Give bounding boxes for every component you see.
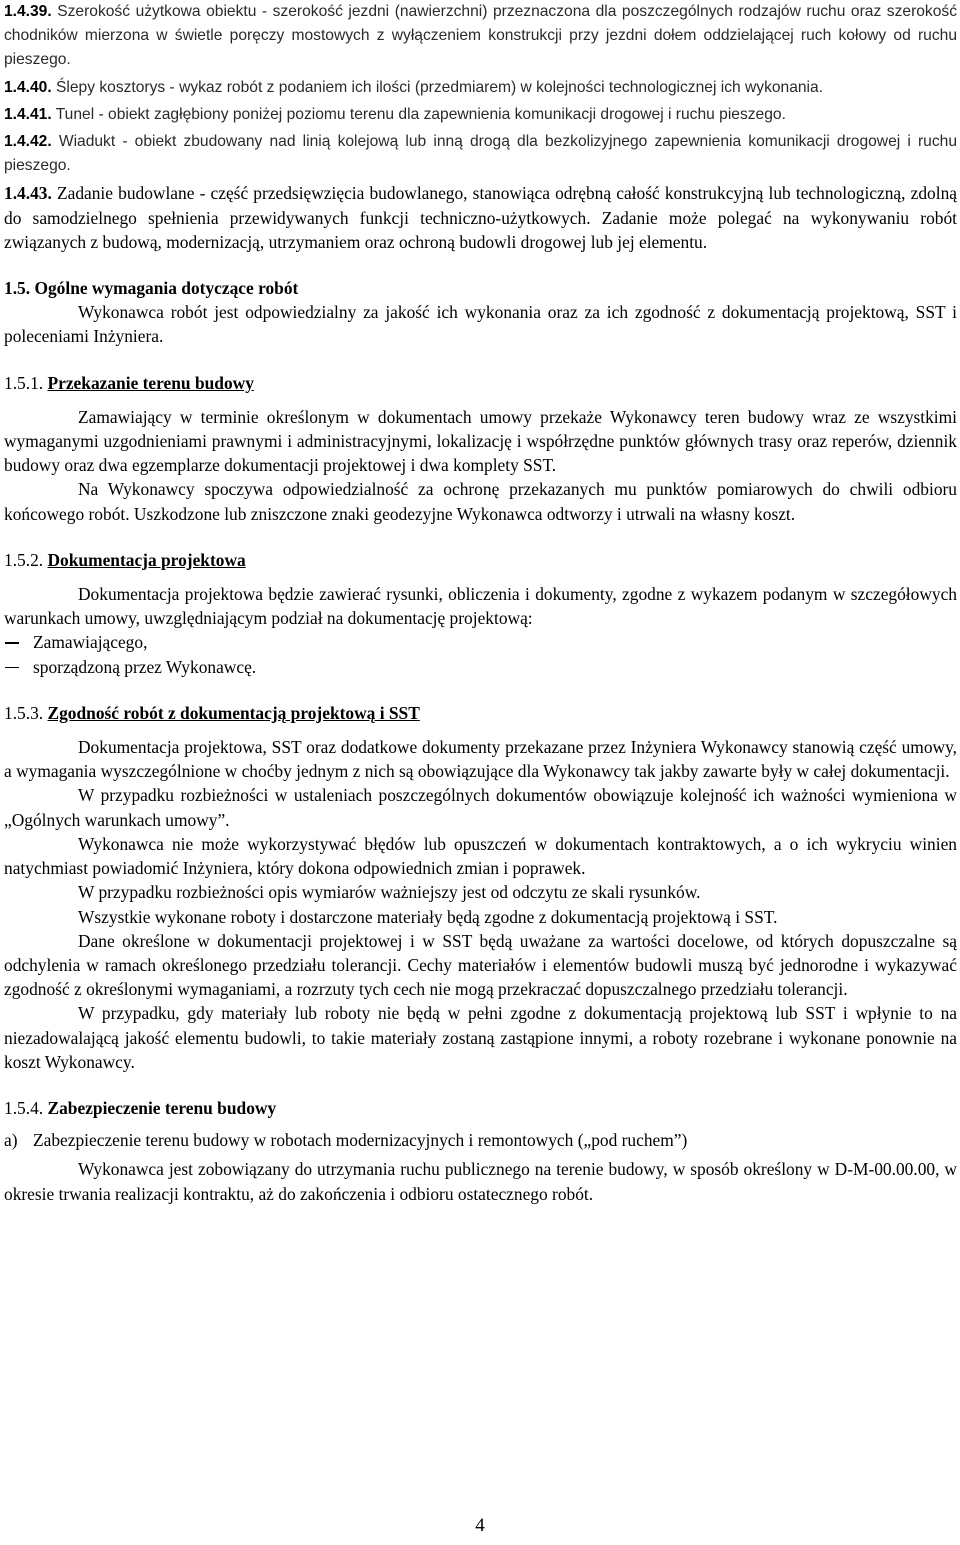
section-heading-1-5-2 xyxy=(4,548,957,572)
section-paragraph: Zamawiający w terminie określonym w dokumentach umowy przekaże Wykonawcy teren budowy wraz ze wszystkimi wymaganymi uzgodnieniami prawnymi i administracyjnymi, lokalizację i współrzędne punktów głównych trasy oraz reperów, dziennik budowy oraz dwa egzemplarze dokumentacji projektowej i dwa komplety SST. xyxy=(4,406,957,476)
definition-text: Szerokość użytkowa obiektu - szerokość jezdni (nawierzchni) przeznaczona dla poszczególnych rodzajów ruchu oraz szerokość chodników mierzona w świetle poręczy mostowych z wyłączeniem konstrukcji przy jezdni dołem oddzielającej ruch kołowy od ruchu pieszego. xyxy=(4,3,957,69)
definition-1-4-40 xyxy=(4,76,957,100)
section-title: Zgodność robót z dokumentacją projektową i SST xyxy=(47,702,420,723)
section-paragraph: Dane określone w dokumentacji projektowej i w SST będą uważane za wartości docelowe, od których dopuszczalne są odchylenia w ramach określonego przedziału tolerancji. Cechy materiałów i elementów budowli muszą być jednorodne i wykazywać zgodność z określonymi wymaganiami, a rozrzuty tych cech nie mogą przekraczać dopuszczalnego przedziału tolerancji. xyxy=(4,930,957,1000)
section-paragraph: Dokumentacja projektowa, SST oraz dodatkowe dokumenty przekazane przez Inżyniera Wykonawcy stanowią część umowy, a wymagania wyszczególnione w choćby jednym z nich są obowiązujące dla Wykonawcy tak jakby zawarte były w całej dokumentacji. xyxy=(4,737,957,782)
section-heading-1-5-1 xyxy=(4,371,957,395)
page-number: 4 xyxy=(475,1515,485,1536)
section-paragraph: W przypadku, gdy materiały lub roboty nie będą w pełni zgodne z dokumentacją projektową lub SST i wpłynie to na niezadowalającą jakość elementu budowli, to takie materiały zostaną zastąpione innymi, a roboty rozebrane i wykonane ponownie na koszt Wykonawcy. xyxy=(4,1003,957,1072)
dash-list xyxy=(4,630,957,678)
section-paragraph: W przypadku rozbieżności opis wymiarów ważniejszy jest od odczytu ze skali rysunków. xyxy=(78,882,701,903)
section-title: Ogólne wymagania dotyczące robót xyxy=(30,278,299,299)
section-paragraph: Wykonawca nie może wykorzystywać błędów lub opuszczeń w dokumentach kontraktowych, a o ich wykryciu winien natychmiast powiadomić Inżyniera, który dokona odpowiednich zmian i poprawek. xyxy=(4,833,957,879)
section-paragraph: W przypadku rozbieżności w ustaleniach poszczególnych dokumentów obowiązuje kolejność ich ważności wymieniona w „Ogólnych warunkach umowy”. xyxy=(4,785,957,830)
section-title: Zabezpieczenie terenu budowy xyxy=(47,1097,277,1118)
section-heading-1-5-4 xyxy=(4,1096,957,1120)
definition-number: 1.4.41. xyxy=(4,105,52,123)
definition-1-4-42 xyxy=(4,130,957,178)
item-text: Zabezpieczenie terenu budowy w robotach modernizacyjnych i remontowych („pod ruchem”) xyxy=(33,1130,688,1151)
definition-text: Wiadukt - obiekt zbudowany nad linią kolejową lub inną drogą dla bezkolizyjnego zapewnienia komunikacji drogowej i ruchu pieszego. xyxy=(4,133,957,175)
list-item: Zamawiającego, xyxy=(4,630,957,654)
section-number: 1.5. xyxy=(4,278,31,299)
definition-number: 1.4.40. xyxy=(4,78,52,96)
section-paragraph: Na Wykonawcy spoczywa odpowiedzialność za ochronę przekazanych mu punktów pomiarowych do chwili odbioru końcowego robót. Uszkodzone lub zniszczone znaki geodezyjne Wykonawca odtworzy i utrwali na własny koszt. xyxy=(4,479,957,524)
section-paragraph: Dokumentacja projektowa będzie zawierać rysunki, obliczenia i dokumenty, zgodne z wykazem podanym w szczegółowych warunkach umowy, uwzględniającym podział na dokumentację projektową: xyxy=(4,584,957,629)
list-item: sporządzoną przez Wykonawcę. xyxy=(4,655,957,679)
section-number: 1.5.1. xyxy=(4,372,44,393)
lettered-item xyxy=(4,1128,957,1152)
definition-text: Tunel - obiekt zagłębiony poniżej poziomu terenu dla zapewnienia komunikacji drogowej i ruchu pieszego. xyxy=(51,105,786,123)
definition-number: 1.4.42. xyxy=(4,133,52,151)
definition-1-4-43 xyxy=(4,181,957,254)
section-number: 1.5.2. xyxy=(4,549,44,570)
section-heading-1-5 xyxy=(4,276,957,300)
section-paragraph: Wszystkie wykonane roboty i dostarczone materiały będą zgodne z dokumentacją projektową i SST. xyxy=(78,906,778,927)
section-title: Przekazanie terenu budowy xyxy=(47,372,254,393)
section-paragraph: Wykonawca robót jest odpowiedzialny za jakość ich wykonania oraz za ich zgodność z dokumentacją projektową, SST i poleceniami Inżyniera. xyxy=(4,302,957,347)
definition-text: Ślepy kosztorys - wykaz robót z podaniem ich ilości (przedmiarem) w kolejności technologicznej ich wykonania. xyxy=(51,78,824,96)
definition-1-4-39 xyxy=(4,0,957,73)
section-number: 1.5.4. xyxy=(4,1097,44,1118)
section-paragraph: Wykonawca jest zobowiązany do utrzymania ruchu publicznego na terenie budowy, w sposób określony w D-M-00.00.00, w okresie trwania realizacji kontraktu, aż do zakończenia i odbioru ostatecznego robót. xyxy=(4,1159,957,1204)
definition-number: 1.4.39. xyxy=(4,3,52,20)
section-heading-1-5-3 xyxy=(4,701,957,725)
document-page xyxy=(4,0,957,1206)
item-label: a) xyxy=(4,1130,18,1151)
section-title: Dokumentacja projektowa xyxy=(47,549,246,570)
definition-number: 1.4.43. xyxy=(4,183,52,204)
definition-1-4-41 xyxy=(4,103,957,127)
definition-text: Zadanie budowlane - część przedsięwzięcia budowlanego, stanowiąca odrębną całość konstrukcyjną lub technologiczną, zdolną do samodzielnego spełnienia przewidywanych funkcji techniczno-użytkowych. Zadanie może polegać na wykonywaniu robót związanych z budową, modernizacją, utrzymaniem oraz ochroną budowli drogowej lub jej elementu. xyxy=(4,183,957,252)
section-number: 1.5.3. xyxy=(4,702,44,723)
